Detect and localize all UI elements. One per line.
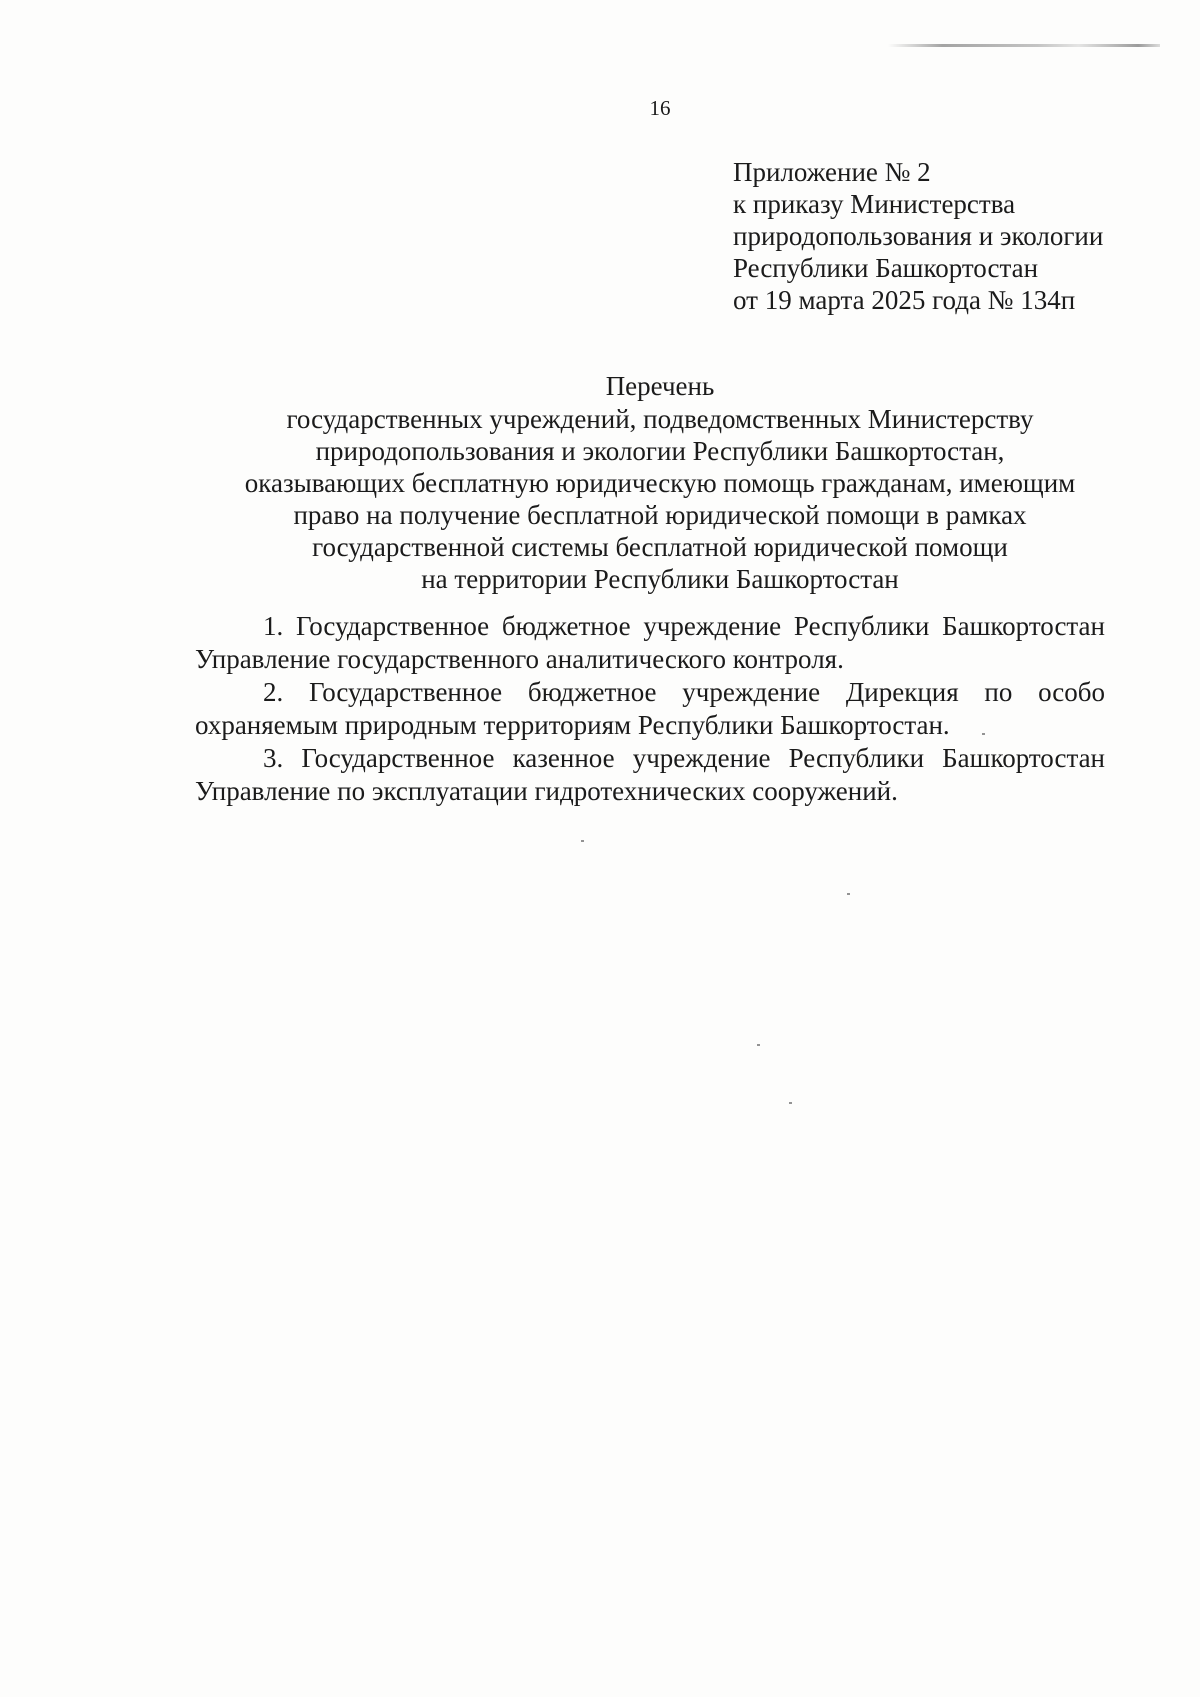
appendix-line-2: к приказу Министерства xyxy=(733,189,1016,219)
scan-speck xyxy=(982,733,985,735)
list-item: 3. Государственное казенное учреждение Республики Башкортостан Управление по эксплуатации гидротехнических сооружений. xyxy=(195,743,1105,806)
appendix-line-1: Приложение № 2 xyxy=(733,157,931,187)
scan-speck xyxy=(581,840,584,842)
list-item: 2. Государственное бюджетное учреждение Дирекция по особо охраняемым природным территориям Республики Башкортостан. xyxy=(195,677,1105,740)
scan-artifact-streak xyxy=(888,44,1160,47)
title-line: государственной системы бесплатной юридической помощи xyxy=(312,532,1008,562)
appendix-line-5: от 19 марта 2025 года № 134п xyxy=(733,285,1076,315)
appendix-line-4: Республики Башкортостан xyxy=(733,253,1039,283)
page-number: 16 xyxy=(649,96,671,120)
title-line: государственных учреждений, подведомственных Министерству xyxy=(286,404,1034,434)
institutions-list xyxy=(195,610,1105,808)
title-line: право на получение бесплатной юридической помощи в рамках xyxy=(293,500,1027,530)
appendix-line-3: природопользования и экологии xyxy=(733,221,1104,251)
document-title xyxy=(192,370,1128,595)
title-heading: Перечень xyxy=(605,371,715,401)
scan-speck xyxy=(789,1102,792,1104)
scan-speck xyxy=(847,893,850,895)
title-line: оказывающих бесплатную юридическую помощь гражданам, имеющим xyxy=(244,468,1076,498)
title-line: природопользования и экологии Республики Башкортостан, xyxy=(315,436,1005,466)
title-line: на территории Республики Башкортостан xyxy=(421,564,899,594)
list-item: 1. Государственное бюджетное учреждение Республики Башкортостан Управление государственного аналитического контроля. xyxy=(195,611,1105,674)
appendix-header xyxy=(733,156,1103,316)
scan-speck xyxy=(757,1044,760,1046)
